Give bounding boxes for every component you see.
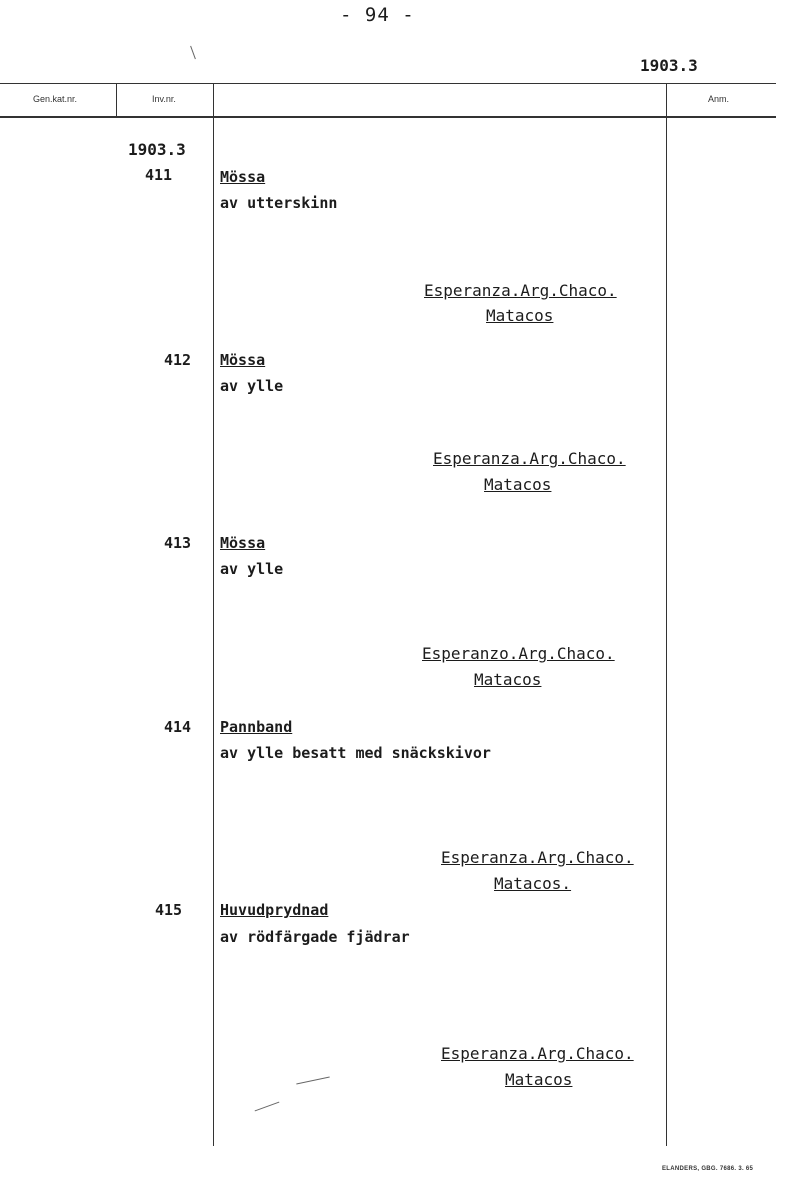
pen-mark (190, 46, 196, 59)
locality: Esperanza.Arg.Chaco. (441, 1044, 634, 1063)
inventory-number: 415 (155, 901, 183, 919)
inventory-number: 412 (164, 351, 192, 369)
pen-mark (296, 1076, 329, 1084)
column-header-anm: Anm. (708, 94, 730, 104)
pen-mark (255, 1102, 280, 1112)
printer-mark: ELANDERS, GBG. 7686. 3. 65 (662, 1166, 754, 1172)
ethnic-group: Matacos (474, 670, 542, 689)
inventory-number: 411 (145, 166, 173, 184)
object-name: Mössa (220, 534, 266, 552)
ethnic-group: Matacos. (494, 874, 572, 893)
page-number: - 94 - (340, 4, 415, 26)
locality: Esperanza.Arg.Chaco. (433, 449, 626, 468)
object-name: Pannband (220, 718, 293, 736)
column-header-inv-nr: Inv.nr. (152, 94, 176, 104)
locality: Esperanza.Arg.Chaco. (441, 848, 634, 867)
column-divider-gen-inv (116, 83, 117, 117)
ethnic-group: Matacos (505, 1070, 573, 1089)
locality: Esperanza.Arg.Chaco. (424, 281, 617, 300)
object-description: av rödfärgade fjädrar (220, 928, 410, 946)
object-description: av ylle besatt med snäckskivor (220, 744, 491, 762)
inventory-number: 413 (164, 534, 192, 552)
accession-header: 1903.3 (640, 56, 698, 75)
object-name: Mössa (220, 351, 266, 369)
locality: Esperanzo.Arg.Chaco. (422, 644, 615, 663)
inventory-number: 414 (164, 718, 192, 736)
object-name: Huvudprydnad (220, 901, 329, 919)
column-divider-text-anm (666, 83, 667, 1146)
object-description: av ylle (220, 560, 284, 578)
column-divider-inv-text (213, 83, 214, 1146)
object-name: Mössa (220, 168, 266, 186)
ethnic-group: Matacos (484, 475, 552, 494)
column-header-gen-kat-nr: Gen.kat.nr. (33, 94, 78, 104)
accession-number: 1903.3 (128, 140, 186, 159)
ethnic-group: Matacos (486, 306, 554, 325)
object-description: av utterskinn (220, 194, 338, 212)
object-description: av ylle (220, 377, 284, 395)
